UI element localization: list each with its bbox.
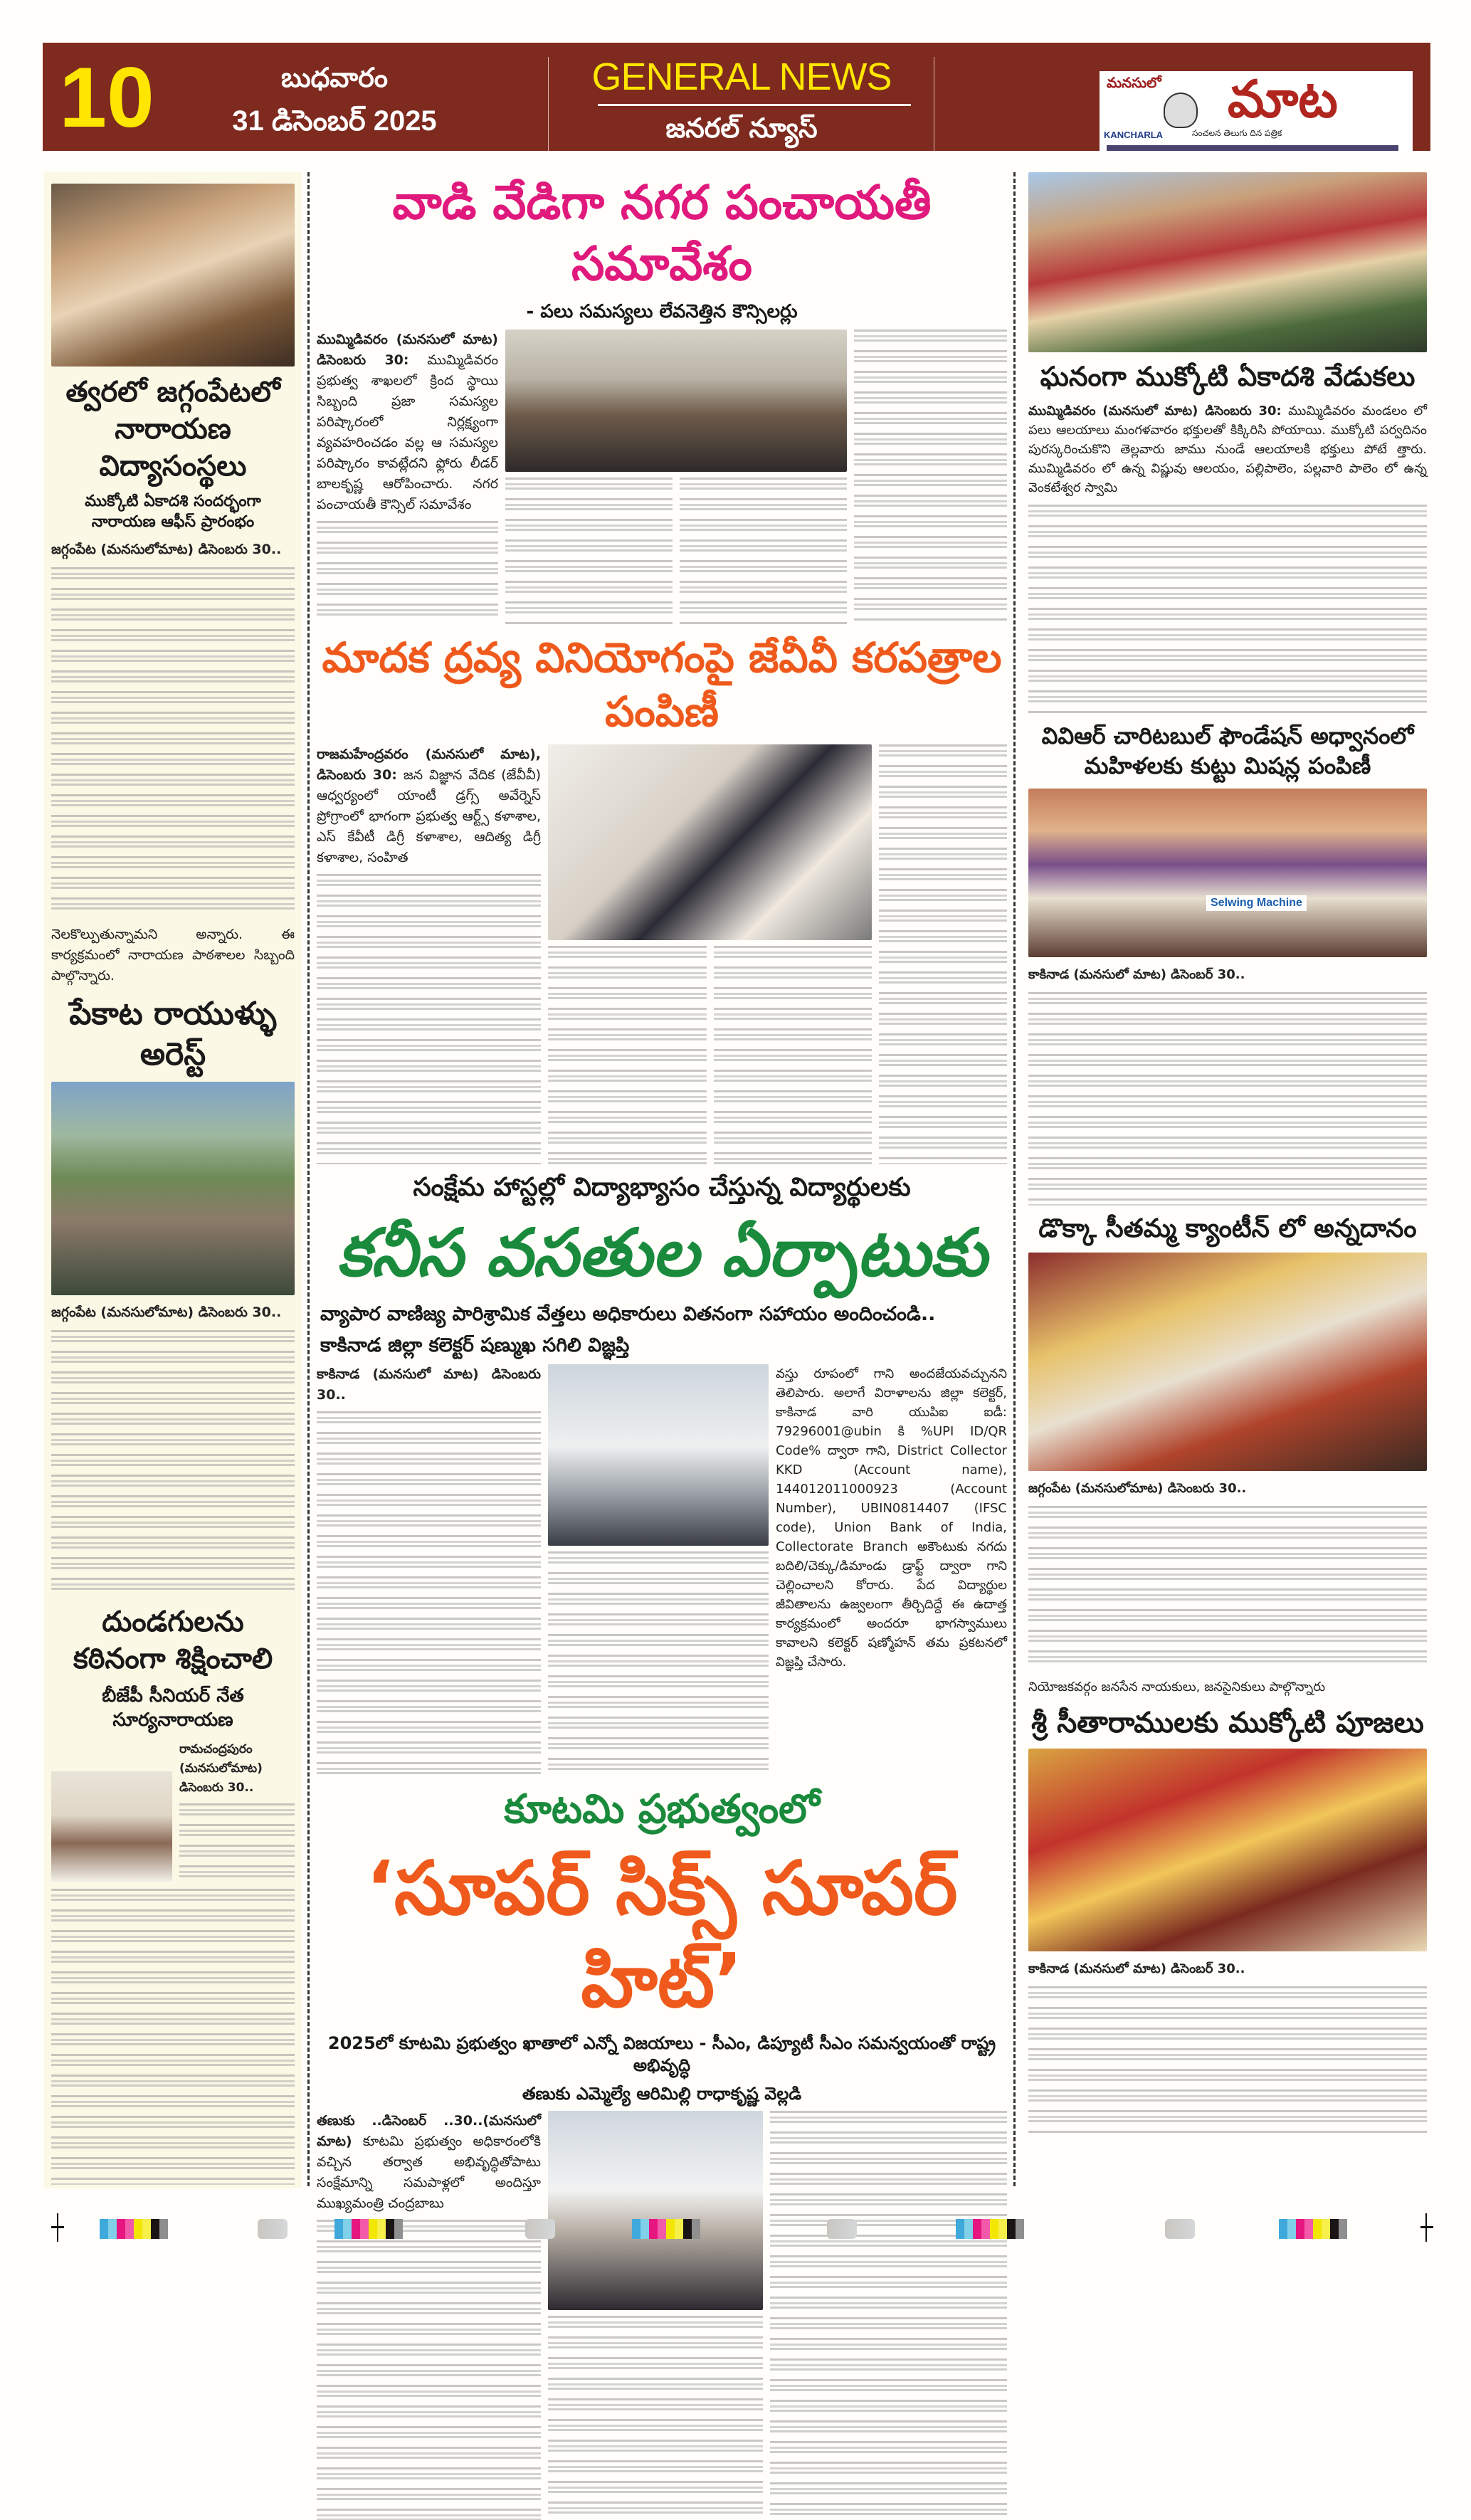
colour-bar [1279, 2219, 1347, 2239]
article-body [317, 1411, 541, 1777]
section-title-en: GENERAL NEWS [591, 56, 892, 98]
dateline: కాకినాడ (మనసులో మాట) డిసెంబర్ 30.. [1028, 1961, 1245, 1977]
colour-swatch [334, 2219, 343, 2239]
colour-swatch [394, 2219, 403, 2239]
kicker-hostel-students: సంక్షేమ హాస్టల్లో విద్యాభ్యాసం చేస్తున్న విద్యార్థులకు [413, 1173, 911, 1203]
photo-temple-puja [1028, 1749, 1427, 1951]
article-body [770, 2111, 1007, 2520]
crop-mark [51, 2226, 64, 2228]
headline-sewing-machines: వివిఆర్ చారిటబుల్ ఫౌండేషన్ అధ్వానంలో మహిళలకు కుట్టు మిషన్ల పంపిణీ [1041, 722, 1414, 779]
article-lead: ముమ్మిడివరం మండలం లో పలు ఆలయాలు మంగళవారం భక్తులతో కిక్కిరిసి పోయాయి. ముక్కోటి పర్వదినం పురస్కరించుకొని తెల్లవారు జాము నుండే ఆలయాలకి భక్తులు పోటే త్తారు. ముమ్మిడివరం లో ఉన్న విష్ణువు ఆలయం, పల్లిపాలెం, పల్లవారి పాలెం లో ఉన్న వెంకటేశ్వర స్వామి [1028, 404, 1427, 496]
middle-column [317, 172, 1007, 2211]
story-row [317, 330, 1007, 624]
story-row [317, 1364, 1007, 1777]
left-column [51, 184, 295, 2185]
photo-council-meeting [505, 330, 847, 472]
colour-swatch [117, 2219, 125, 2239]
kicker-coalition-govt: కూటమి ప్రభుత్వంలో [504, 1786, 820, 1833]
photo-mla [548, 2111, 763, 2310]
article-body [505, 478, 673, 624]
headline-sitarama-pujalu: శ్రీ సీతారాములకు ముక్కోటి పూజలు [1031, 1707, 1424, 1740]
colour-swatch [973, 2219, 981, 2239]
headline-jvv-pamphlets: మాదక ద్రవ్య వినియోగంపై జేవీవీ కరపత్రాల పంపిణీ [322, 633, 1002, 736]
colour-swatch [360, 2219, 369, 2239]
colour-swatch [649, 2219, 658, 2239]
subhead-narayana: ముక్కోటి ఏకాదశి సందర్భంగా నారాయణ ఆఫీస్ ప్రారంభం [85, 492, 261, 531]
headline-card-players-arrest: పేకాట రాయుళ్ళు అరెస్ట్ [69, 996, 277, 1073]
photo-collector [548, 1364, 769, 1546]
colour-swatch [142, 2219, 151, 2239]
colour-swatch [1330, 2219, 1339, 2239]
subhead-councillors: - పలు సమస్యలు లేవనెత్తిన కౌన్సిలర్లు [526, 300, 798, 322]
article-lead: కూటమి ప్రభుత్వం అధికారంలోకి వచ్చిన తర్వాత అభివృద్ధితోపాటు సంక్షేమాన్ని సమపాళ్లలో అందిస్తూ ముఖ్యమంత్రి చంద్రబాబు [317, 2133, 541, 2211]
issue-date: 31 డిసెంబర్ 2025 [232, 105, 437, 137]
colour-swatch [369, 2219, 377, 2239]
header-divider [548, 57, 549, 151]
subhead-suryanarayana: బీజేపీ సీనియర్ నేత సూర్యనారాయణ [102, 1685, 244, 1731]
colour-swatch [1287, 2219, 1296, 2239]
colour-swatch [1279, 2219, 1287, 2239]
dateline: తణుకు ..డిసెంబర్ ..30..(మనసులో మాట) [317, 2112, 541, 2149]
colour-swatch [683, 2219, 692, 2239]
grey-patch [258, 2219, 288, 2239]
weekday: బుధవారం [280, 62, 389, 93]
story-panchayat-meeting [317, 172, 1007, 624]
article-body [51, 1889, 295, 2185]
colour-swatch [981, 2219, 990, 2239]
dateline: రాజమహేంద్రవరం (మనసులో మాట), డిసెంబరు 30: [317, 747, 541, 784]
story-super-six [317, 1784, 1007, 2519]
article-closing: నెలకొల్పుతున్నామని అన్నారు. ఈ కార్యక్రమంలో నారాయణ పాఠశాలల సిబ్బంది పాల్గొన్నారు. [51, 927, 295, 984]
colour-swatch [990, 2219, 998, 2239]
deck-appeal: వ్యాపార వాణిజ్య పారిశ్రామిక వేత్తలు అధికారులు వితనంగా సహాయం అందించండి.. [320, 1302, 936, 1325]
dateline: రామచంద్రపురం (మనసులోమాట) డిసెంబరు 30.. [179, 1741, 263, 1795]
article-body [1028, 505, 1427, 715]
article-body [179, 1803, 295, 1882]
colour-swatch [692, 2219, 700, 2239]
colour-swatch [159, 2219, 168, 2239]
photo-banner: Selwing Machine [1206, 895, 1307, 911]
bank-details: వస్తు రూపంలో గాని అందజేయవచ్చునని తెలిపారు. అలాగే విరాళాలను జిల్లా కలెక్టర్, కాకినాడ వారి యుపిఐ ఐడీ: 79296001@ubin కి %UPI ID/QR Code% ద్వారా గాని, District Collector KKD (Account name), 144012011000923 (Account Number), UBIN0814407 (IFSC code), Union Bank of India, Collectorate Branch అకౌంటుకు నగదు బదిలి/చెక్కు/డిమాండు డ్రాఫ్ట్ ద్వారా గాని చెల్లించాలని కోరారు. పేద విద్యార్థుల జీవితాలను ఉజ్వలంగా తీర్చిదిద్దే ఈ ఉదాత్త కార్యక్రమంలో అందరూ భాగస్వాములు కావాలని కలెక్టర్ షణ్మోహన్ తమ ప్రకటనలో విజ్ఞప్తి చేసారు. [776, 1366, 1007, 1670]
article-body [317, 2220, 541, 2520]
logo-big: మాట [1228, 71, 1338, 129]
dateline: జగ్గంపేట (మనసులోమాట) డిసెంబరు 30.. [1028, 1481, 1247, 1497]
grey-patch [525, 2219, 555, 2239]
article-body [548, 1551, 769, 1777]
photo-sewing-machine-distribution [1028, 789, 1427, 957]
article-body [680, 478, 847, 624]
article-body [1028, 1986, 1427, 2136]
article-body [317, 2111, 541, 2214]
article-body [1028, 401, 1427, 497]
article-lead: జన విజ్ఞాన వేదిక (జేవీవీ) ఆధ్వర్యంలో యాంటీ డ్రగ్స్ అవేర్నెస్ ప్రోగ్రాంలో భాగంగా ప్రభుత్వ ఆర్ట్స్ కళాశాల, ఎస్ కేవీటీ డిగ్రీ కళాశాల, ఆదిత్య డిగ్రీ కళాశాల, సంహిత [317, 767, 541, 866]
article-body [317, 521, 498, 624]
colour-swatch [343, 2219, 352, 2239]
headline-basic-facilities: కనీస వసతుల ఏర్పాటుకు [337, 1214, 987, 1291]
headline-narayana: త్వరలో జగ్గంపేటలో నారాయణ విద్యాసంస్థలు [65, 376, 280, 483]
photo-jvv-officials [548, 744, 872, 940]
deck-achievements: 2025లో కూటమి ప్రభుత్వం ఖాతాలో ఎన్నో విజయాలు - సీఎం, డిప్యూటీ సీఎం సమన్వయంతో రాష్ట్ర అభివృద్ధి [327, 2033, 996, 2076]
article-body [879, 744, 1007, 1164]
headline-punish-culprits: దుండగులను కఠినంగా శిక్షించాలి [73, 1606, 273, 1676]
page-number: 10 [59, 50, 154, 145]
colour-swatch [1016, 2219, 1024, 2239]
headline-super-six: ‘సూపర్ సిక్స్ సూపర్ హిట్’ [366, 1845, 958, 2025]
grey-patch [1165, 2219, 1195, 2239]
headline-ekadashi: ఘనంగా ముక్కోటి ఏకాదశి వేడుకలు [1040, 361, 1415, 392]
newspaper-logo [1100, 71, 1413, 151]
article-body [1028, 1506, 1427, 1670]
dateline: జగ్గంపేట (మనసులోమాట) డిసెంబరు 30.. [51, 542, 282, 558]
logo-tagline: సంచలన తెలుగు దిన పత్రిక [1192, 128, 1282, 138]
photo-temple-crowd [1028, 172, 1427, 352]
colour-swatch [658, 2219, 666, 2239]
column-divider [1013, 172, 1016, 2186]
article-body [548, 2316, 763, 2520]
story-row [51, 1740, 295, 1882]
colour-swatch [1304, 2219, 1313, 2239]
founder-portrait-icon [1164, 93, 1198, 128]
colour-swatch [956, 2219, 964, 2239]
colour-swatch [386, 2219, 394, 2239]
dateline: కాకినాడ (మనసులో మాట) డిసెంబర్ 30.. [1028, 966, 1245, 982]
column-divider [307, 172, 310, 2186]
grey-patch [827, 2219, 857, 2239]
colour-swatch [1007, 2219, 1016, 2239]
colour-swatch [352, 2219, 360, 2239]
story-jvv-pamphlets [317, 631, 1007, 1164]
article-body [854, 330, 1007, 624]
logo-brand: KANCHARLA [1104, 130, 1164, 140]
colour-swatch [125, 2219, 134, 2239]
headline-dokka-seethamma: డొక్కా సీతమ్మ క్యాంటీన్ లో అన్నదానం [1038, 1213, 1417, 1243]
article-body [317, 744, 541, 868]
colour-bar [632, 2219, 700, 2239]
article-body [51, 567, 295, 917]
colour-swatch [134, 2219, 142, 2239]
colour-bar [334, 2219, 403, 2239]
deck-collector: కాకినాడ జిల్లా కలెక్టర్ షణ్ముఖ సగిలి విజ్ఞప్తి [320, 1334, 630, 1356]
colour-swatch [998, 2219, 1007, 2239]
colour-swatch [666, 2219, 675, 2239]
colour-swatch [1313, 2219, 1322, 2239]
article-closing: నియోజకవర్గం జనసేన నాయకులు, జనసైనికులు పాల్గొన్నారు [1028, 1680, 1326, 1695]
dateline: కాకినాడ (మనసులో మాట) డిసెంబరు 30.. [317, 1366, 541, 1403]
article-body [317, 874, 541, 1164]
photo-arrest [51, 1082, 295, 1295]
colour-swatch [100, 2219, 108, 2239]
article-body [317, 330, 498, 515]
article-body [51, 1330, 295, 1596]
logo-strip [1107, 145, 1398, 151]
colour-bar [100, 2219, 168, 2239]
dateline: ముమ్మిడివరం (మనసులో మాట) డిసెంబరు 30: [1028, 404, 1282, 419]
photo-narayana-office [51, 184, 295, 367]
article-body [1028, 992, 1427, 1206]
colour-swatch [1339, 2219, 1347, 2239]
colour-swatch [1296, 2219, 1304, 2239]
colour-swatch [108, 2219, 117, 2239]
colour-swatch [632, 2219, 640, 2239]
story-row [317, 744, 1007, 1164]
section-rule [598, 104, 911, 106]
crop-mark [1420, 2226, 1433, 2228]
colour-swatch [377, 2219, 386, 2239]
logo-small: మనసులో [1107, 74, 1161, 91]
colour-swatch [640, 2219, 649, 2239]
dateline: ముమ్మిడివరం (మనసులో మాట) డిసెంబరు 30: [317, 332, 498, 369]
story-hostel-facilities [317, 1171, 1007, 1777]
article-body [714, 946, 872, 1164]
story-row [317, 2111, 1007, 2520]
colour-swatch [675, 2219, 683, 2239]
article-lead: ముమ్మిడివరం ప్రభుత్వ శాఖలలో క్రింద స్థాయి సిబ్బంది ప్రజా సమస్యల పరిష్కారంలో నిర్లక్ష్యంగా వ్యవహరించడం వల్ల ఆ సమస్యల పరిష్కారం కావట్లేదని ఫ్లోరు లీడర్ బాలకృష్ణ ఆరోపించారు. నగర పంచాయతీ కౌన్సిల్ సమావేశం [317, 352, 499, 513]
colour-swatch [964, 2219, 973, 2239]
colour-bar [956, 2219, 1024, 2239]
dateline: జగ్గంపేట (మనసులోమాట) డిసెంబరు 30.. [51, 1304, 282, 1321]
deck-mla: తణుకు ఎమ్మెల్యే ఆరిమిల్లి రాధాకృష్ణ వెల్లడి [522, 2083, 802, 2104]
article-body [548, 946, 707, 1164]
photo-suryanarayana [51, 1771, 172, 1882]
colour-swatch [151, 2219, 159, 2239]
right-column [1028, 172, 1427, 2186]
photo-food-distribution [1028, 1253, 1427, 1471]
headline-panchayat-meeting: వాడి వేడిగా నగర పంచాయతీ సమావేశం [392, 175, 932, 291]
section-title-te: జనరల్ న్యూస్ [665, 112, 818, 144]
colour-swatch [1322, 2219, 1330, 2239]
